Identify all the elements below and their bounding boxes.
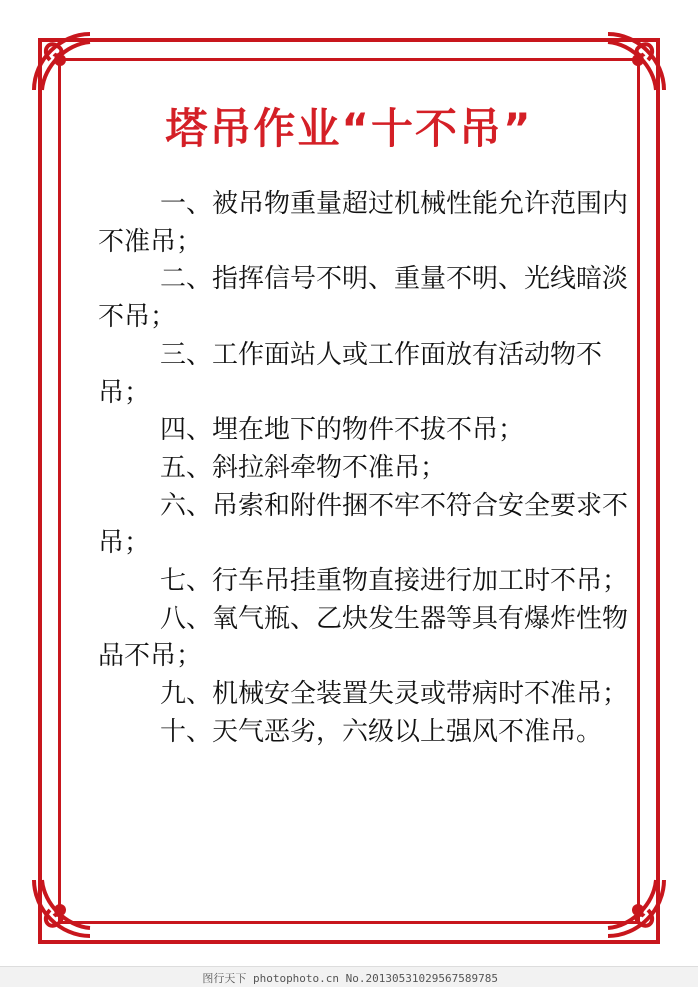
rule-item: 六、吊索和附件捆不牢不符合安全要求不吊； <box>98 490 629 559</box>
rule-item: 七、行车吊挂重物直接进行加工时不吊； <box>160 566 629 597</box>
rules-list <box>98 186 643 752</box>
rule-item: 二、指挥信号不明、重量不明、光线暗淡不吊； <box>98 264 629 333</box>
watermark-text: 图行天下 photophoto.cn No.20130531029567589785 <box>202 972 498 985</box>
corner-ornament-icon <box>30 876 94 940</box>
corner-ornament-icon <box>604 876 668 940</box>
corner-ornament-icon <box>604 30 668 94</box>
rule-item: 三、工作面站人或工作面放有活动物不吊； <box>98 339 603 408</box>
rule-item: 五、斜拉斜牵物不准吊； <box>160 452 447 483</box>
rule-item: 十、天气恶劣，六级以上强风不准吊。 <box>160 716 603 747</box>
watermark-bar <box>0 966 698 987</box>
rule-item: 八、氧气瓶、乙炔发生器等具有爆炸性物品不吊； <box>98 603 629 672</box>
page-title: 塔吊作业“十不吊” <box>165 104 533 153</box>
rule-item: 四、埋在地下的物件不拔不吊； <box>160 415 525 446</box>
corner-ornament-icon <box>30 30 94 94</box>
rule-item: 九、机械安全装置失灵或带病时不准吊； <box>160 679 629 710</box>
rule-item: 一、被吊物重量超过机械性能允许范围内不准吊； <box>98 189 629 257</box>
